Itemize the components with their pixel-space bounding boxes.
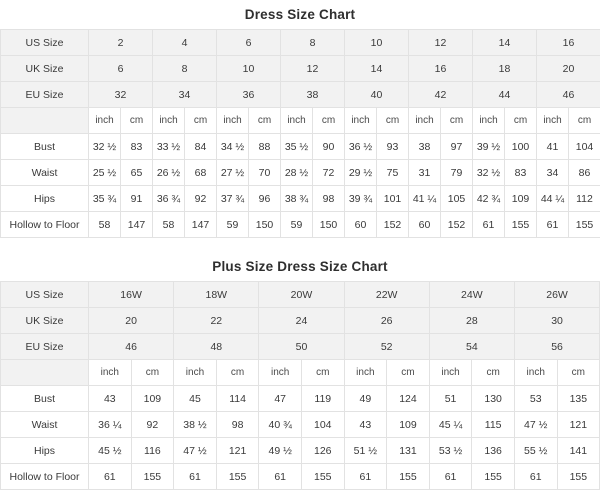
table-cell: 61 [89,464,132,490]
table-cell: 152 [377,212,409,238]
table-cell: 47 ½ [514,412,557,438]
table-row-us-size [1,30,600,56]
table-cell: 53 [514,386,557,412]
unit-cell: cm [505,108,537,134]
table-cell: 14 [473,30,537,56]
table-cell: 12 [281,56,345,82]
unit-cell: inch [514,360,557,386]
unit-cell: cm [377,108,409,134]
row-label-us-size: US Size [1,30,89,56]
table-cell: 155 [505,212,537,238]
unit-cell: inch [473,108,505,134]
row-label-hollow-to-floor: Hollow to Floor [1,464,89,490]
table-row-eu-size [1,82,600,108]
table-cell: 115 [472,412,515,438]
table-cell: 86 [569,160,600,186]
table-cell: 12 [409,30,473,56]
row-label-uk-size: UK Size [1,308,89,334]
table-cell: 51 [429,386,472,412]
table-row [1,186,600,212]
table-cell: 141 [557,438,600,464]
section-spacer [0,238,600,252]
table-cell: 147 [121,212,153,238]
table-cell: 38 ¾ [281,186,313,212]
unit-cell: cm [185,108,217,134]
table-cell: 61 [344,464,387,490]
unit-cell: inch [89,108,121,134]
table-cell: 59 [217,212,249,238]
unit-cell: cm [387,360,430,386]
table-cell: 97 [441,134,473,160]
table-cell: 36 ½ [345,134,377,160]
unit-cell: inch [153,108,185,134]
table-cell: 6 [89,56,153,82]
table-cell: 61 [259,464,302,490]
table-cell: 155 [557,464,600,490]
dress-size-table [0,29,600,238]
table-cell: 26 ½ [153,160,185,186]
table-cell: 20 [537,56,600,82]
table-cell: 32 [89,82,153,108]
table-row [1,212,600,238]
row-label-bust: Bust [1,134,89,160]
table-cell: 124 [387,386,430,412]
table-cell: 37 ¾ [217,186,249,212]
table-cell: 60 [345,212,377,238]
unit-cell: inch [217,108,249,134]
table-cell: 34 [537,160,569,186]
table-cell: 68 [185,160,217,186]
table-cell: 49 [344,386,387,412]
table-cell: 18 [473,56,537,82]
table-row-us-size [1,282,600,308]
row-label-hollow-to-floor: Hollow to Floor [1,212,89,238]
table-cell: 155 [472,464,515,490]
table-cell: 32 ½ [473,160,505,186]
table-cell: 155 [131,464,174,490]
table-cell: 60 [409,212,441,238]
table-cell: 98 [216,412,259,438]
table-row-eu-size [1,334,600,360]
table-cell: 105 [441,186,473,212]
table-cell: 45 ½ [89,438,132,464]
row-label-empty [1,108,89,134]
unit-cell: inch [537,108,569,134]
unit-cell: inch [344,360,387,386]
table-cell: 6 [217,30,281,56]
unit-cell: inch [345,108,377,134]
row-label-waist: Waist [1,412,89,438]
table-cell: 47 ½ [174,438,217,464]
table-cell: 152 [441,212,473,238]
table-row [1,386,600,412]
table-cell: 32 ½ [89,134,121,160]
unit-cell: cm [569,108,600,134]
table-cell: 150 [313,212,345,238]
table-cell: 2 [89,30,153,56]
table-cell: 20 [89,308,174,334]
table-cell: 155 [301,464,344,490]
table-cell: 59 [281,212,313,238]
table-cell: 70 [249,160,281,186]
table-cell: 109 [131,386,174,412]
table-cell: 16W [89,282,174,308]
table-row [1,438,600,464]
table-cell: 116 [131,438,174,464]
table-cell: 155 [569,212,600,238]
table-cell: 41 [537,134,569,160]
table-cell: 30 [514,308,599,334]
table-cell: 25 ½ [89,160,121,186]
row-label-eu-size: EU Size [1,82,89,108]
table-cell: 98 [313,186,345,212]
table-row [1,464,600,490]
table-cell: 109 [505,186,537,212]
table-row-units [1,108,600,134]
table-cell: 75 [377,160,409,186]
table-cell: 121 [216,438,259,464]
table-cell: 135 [557,386,600,412]
table-cell: 155 [216,464,259,490]
table-cell: 33 ½ [153,134,185,160]
table-cell: 49 ½ [259,438,302,464]
table-cell: 104 [301,412,344,438]
table-cell: 22 [174,308,259,334]
table-cell: 38 [281,82,345,108]
table-cell: 61 [473,212,505,238]
table-cell: 46 [89,334,174,360]
table-cell: 10 [217,56,281,82]
table-cell: 35 ½ [281,134,313,160]
table-cell: 48 [174,334,259,360]
table-cell: 34 ½ [217,134,249,160]
table-cell: 29 ½ [345,160,377,186]
unit-cell: cm [301,360,344,386]
table-cell: 27 ½ [217,160,249,186]
unit-cell: cm [131,360,174,386]
table-cell: 42 ¾ [473,186,505,212]
unit-cell: inch [429,360,472,386]
table-cell: 65 [121,160,153,186]
table-cell: 50 [259,334,344,360]
table-cell: 92 [131,412,174,438]
table-cell: 39 ¾ [345,186,377,212]
table-row [1,134,600,160]
table-cell: 8 [281,30,345,56]
table-cell: 44 ¼ [537,186,569,212]
table-cell: 114 [216,386,259,412]
table-cell: 109 [387,412,430,438]
table-row [1,160,600,186]
table-cell: 16 [537,30,600,56]
table-cell: 79 [441,160,473,186]
plus-size-table [0,281,600,490]
table-cell: 24W [429,282,514,308]
table-cell: 104 [569,134,600,160]
table-cell: 26 [344,308,429,334]
table-cell: 31 [409,160,441,186]
table-cell: 61 [514,464,557,490]
table-cell: 36 ¾ [153,186,185,212]
table-row [1,412,600,438]
page-title: Dress Size Chart [0,0,600,29]
table-cell: 126 [301,438,344,464]
table-cell: 24 [259,308,344,334]
table-cell: 72 [313,160,345,186]
unit-cell: cm [249,108,281,134]
table-cell: 52 [344,334,429,360]
table-cell: 56 [514,334,599,360]
table-cell: 43 [89,386,132,412]
unit-cell: cm [121,108,153,134]
row-label-empty [1,360,89,386]
table-cell: 93 [377,134,409,160]
table-cell: 92 [185,186,217,212]
unit-cell: inch [89,360,132,386]
table-cell: 8 [153,56,217,82]
table-cell: 38 [409,134,441,160]
plus-size-dress-chart-block [0,252,600,490]
table-cell: 41 ¼ [409,186,441,212]
table-row-units [1,360,600,386]
table-cell: 101 [377,186,409,212]
table-cell: 22W [344,282,429,308]
table-cell: 38 ½ [174,412,217,438]
table-cell: 14 [345,56,409,82]
row-label-bust: Bust [1,386,89,412]
row-label-hips: Hips [1,438,89,464]
table-cell: 44 [473,82,537,108]
row-label-waist: Waist [1,160,89,186]
table-cell: 84 [185,134,217,160]
table-cell: 36 ¼ [89,412,132,438]
unit-cell: cm [557,360,600,386]
row-label-uk-size: UK Size [1,56,89,82]
unit-cell: cm [472,360,515,386]
table-cell: 83 [505,160,537,186]
table-cell: 10 [345,30,409,56]
unit-cell: inch [174,360,217,386]
table-cell: 83 [121,134,153,160]
table-row-uk-size [1,308,600,334]
table-cell: 131 [387,438,430,464]
table-cell: 28 [429,308,514,334]
table-cell: 54 [429,334,514,360]
table-cell: 43 [344,412,387,438]
table-cell: 51 ½ [344,438,387,464]
table-cell: 36 [217,82,281,108]
table-cell: 40 ¾ [259,412,302,438]
table-cell: 4 [153,30,217,56]
table-cell: 53 ½ [429,438,472,464]
table-cell: 26W [514,282,599,308]
table-cell: 28 ½ [281,160,313,186]
row-label-hips: Hips [1,186,89,212]
table-cell: 88 [249,134,281,160]
table-cell: 90 [313,134,345,160]
table-cell: 147 [185,212,217,238]
table-cell: 112 [569,186,600,212]
table-cell: 58 [153,212,185,238]
table-cell: 45 [174,386,217,412]
table-cell: 39 ½ [473,134,505,160]
table-cell: 100 [505,134,537,160]
table-cell: 61 [174,464,217,490]
page-title-plus: Plus Size Dress Size Chart [0,252,600,281]
table-cell: 91 [121,186,153,212]
table-cell: 46 [537,82,600,108]
table-cell: 155 [387,464,430,490]
table-cell: 150 [249,212,281,238]
table-cell: 45 ¼ [429,412,472,438]
table-cell: 136 [472,438,515,464]
table-cell: 40 [345,82,409,108]
table-cell: 130 [472,386,515,412]
table-cell: 55 ½ [514,438,557,464]
unit-cell: inch [409,108,441,134]
unit-cell: cm [441,108,473,134]
table-cell: 58 [89,212,121,238]
table-cell: 16 [409,56,473,82]
dress-size-chart-block [0,0,600,238]
unit-cell: cm [313,108,345,134]
unit-cell: inch [281,108,313,134]
table-cell: 121 [557,412,600,438]
row-label-eu-size: EU Size [1,334,89,360]
table-cell: 61 [429,464,472,490]
row-label-us-size: US Size [1,282,89,308]
table-row-uk-size [1,56,600,82]
table-cell: 20W [259,282,344,308]
table-cell: 42 [409,82,473,108]
table-cell: 96 [249,186,281,212]
table-cell: 35 ¾ [89,186,121,212]
table-cell: 34 [153,82,217,108]
table-cell: 61 [537,212,569,238]
table-cell: 18W [174,282,259,308]
unit-cell: cm [216,360,259,386]
unit-cell: inch [259,360,302,386]
table-cell: 47 [259,386,302,412]
table-cell: 119 [301,386,344,412]
